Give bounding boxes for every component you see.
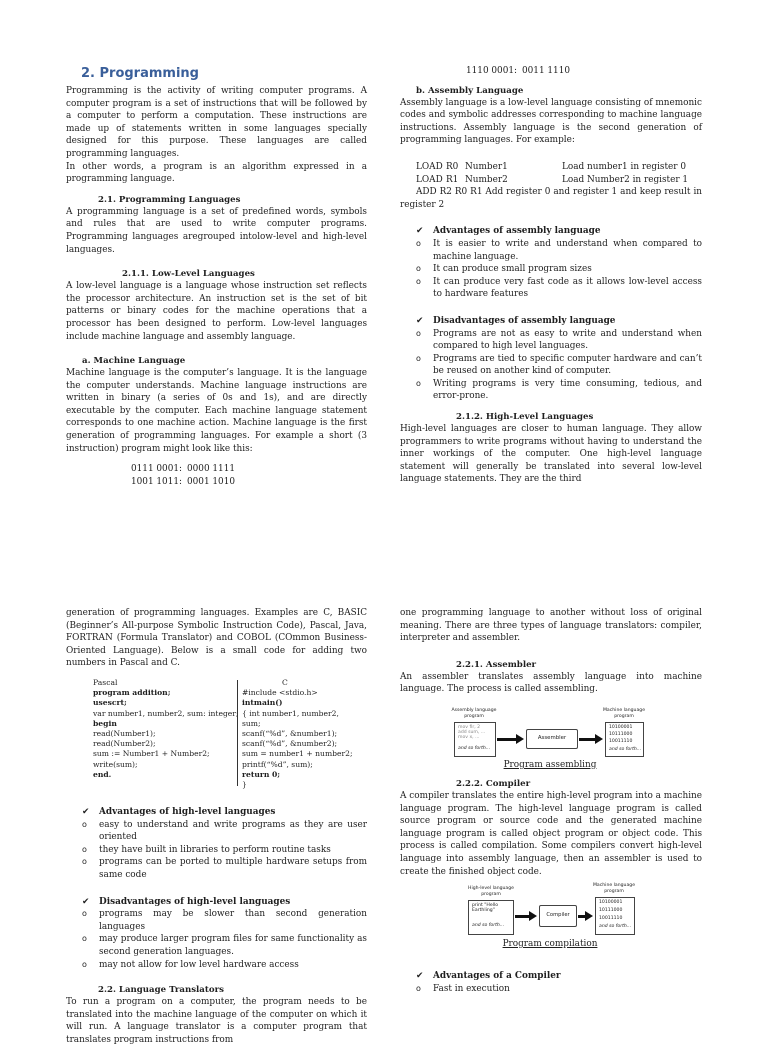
arrowhead-icon [529,911,537,921]
code-line: intmain() [242,698,283,708]
list-item: o Writing programs is very time consuming, tedious, and error-prone. [416,378,702,402]
list-item: o easy to understand and write programs as they are user oriented [82,819,367,843]
bullet-icon: o [416,276,421,286]
bullet-icon: o [416,264,421,274]
list-item: o It is easier to write and understand when compared to machine language. [416,238,702,262]
figure-label: Machine language program [602,707,646,719]
code-line: sum := Number1 + Number2; [93,749,210,759]
heading-2-1-1: 2.1.1. Low-Level Languages [122,269,255,280]
pascal-code-column [93,677,239,780]
figure-label: Machine language program [592,883,636,894]
arrow-icon [515,915,530,918]
check-icon: ✔ [82,806,90,817]
code-line: } [242,780,247,789]
output-box: 10100001 10111000 10011110 and so forth... [605,722,644,757]
figure-caption: Program compilation [502,939,598,950]
source-box: mov fir, 2 add sum, ... mov x, ... and so forth... [454,722,496,757]
paragraph: A compiler translates the entire high-level program into a machine language program. The high-level language program is called source program or source code and the generated machine language program is called object program or object code. This process is called compilation. Some compilers convert high-level language into assembly language, then an assembler is used to create the finished object code. [400,790,702,877]
arrowhead-icon [585,911,593,921]
code-line: var number1, number2, sum: integer; [93,708,239,718]
bullet-icon: o [82,819,87,829]
table-divider [237,680,238,786]
code-line: end. [93,769,112,779]
paragraph: High-level languages are closer to human language. They allow programmers to write programs without having to understand the inner workings of the computer. One high-level language statement will generally be translated into several low-level language statements. They are the third [400,424,702,485]
check-icon: ✔ [416,226,424,237]
paragraph: Programming is the activity of writing computer programs. A computer program is a set of instructions that will be followed by a computer to perform a computation. These instructions are made up of statements written in some languages specially designed for this purpose. These languages are called programming languages. [66,86,367,159]
code-heading: Pascal [93,677,118,687]
list-item: o programs can be ported to multiple hardware setups from same code [82,857,367,880]
checklist-heading: ✔ Advantages of assembly language [416,226,601,237]
code-line: scanf(“%d”, &number1); [242,728,338,738]
checklist-heading: ✔ Disadvantages of high-level languages [82,896,291,907]
paragraph: one programming language to another without loss of original meaning. There are three types of language translators: compiler, interpreter and assembler. [400,608,702,644]
figure-caption: Program assembling [503,759,597,770]
compilation-diagram [400,884,702,956]
list-item: o Fast in execution [416,983,510,994]
paragraph: To run a program on a computer, the program needs to be translated into the machine language of the computer on which it will run. A language translator is a computer program that translates program instructions from [66,997,367,1045]
checklist-heading: ✔ Advantages of high-level languages [82,806,276,817]
list-item: o It can produce very fast code as it allows low-level access to hardware features [416,276,702,300]
figure-label: High-level language program [468,886,514,897]
page1-right-column [400,65,702,486]
code-row: 1001 1011: 0001 1010 [131,476,235,487]
heading-2-1: 2.1. Programming Languages [98,194,241,205]
list-item: o Programs are tied to specific computer hardware and can’t be reused on another kind of computer. [416,353,702,377]
check-icon: ✔ [82,896,90,907]
heading-2-1-2: 2.1.2. High-Level Languages [456,412,594,423]
assembling-diagram [400,702,702,772]
list-item: o they have built in libraries to perform routine tasks [82,844,331,855]
page1-left-column [66,66,367,488]
asm-add-row: ADD R2 R0 R1 Add register 0 and register 1 and keep result in register 2 [400,187,702,210]
paragraph: Machine language is the computer’s language. It is the language the computer understands. Machine language instructions are written in binary (a series of 0s and 1s), and are directly executable by the computer. Each machine language statement corresponds to one machine action. Machine language is the first generation of programming languages. For example a short (3 instruction) program might look like this: [66,368,367,454]
source-box: print "Hello Earthling" and so forth... [468,900,514,935]
code-line: return 0; [242,769,281,779]
code-row: 1110 0001: 0011 1110 [466,66,570,76]
process-box: Assembler [526,729,578,749]
code-line: #include <stdio.h> [242,688,318,698]
paragraph: generation of programming languages. Examples are C, BASIC (Beginner’s All-purpose Symbolic Instruction Code), Pascal, Java, FORTRAN (Formula Translator) and COBOL (COmmon Business-Oriented Language). Below is a small code for adding two numbers in Pascal and C. [66,608,367,669]
code-line: sum = number1 + number2; [242,749,353,759]
heading-assembly-language: b. Assembly Language [416,85,524,96]
list-item: o may produce larger program files for same functionality as second generation languages. [82,934,367,957]
code-line: printf(“%d”, sum); [242,759,313,769]
page2-left-column [66,607,367,1046]
bullet-icon: o [416,238,421,248]
code-line: write(sum); [93,759,138,769]
checklist-heading: ✔ Advantages of a Compiler [416,971,561,982]
list-item: o may not allow for low level hardware access [82,959,299,970]
code-line: { int number1, number2, [242,708,339,718]
figure-label: Assembly language program [451,707,497,719]
c-code-column [242,678,367,790]
arrowhead-icon [595,734,603,744]
code-line: sum; [242,718,261,728]
paragraph: A low-level language is a language whose instruction set reflects the processor architecture. An instruction set is the set of bit patterns or binary codes for the machine operations that a processor has been designed to perform. Low-level languages include machine language and assembly language. [66,281,367,342]
process-box: Compiler [539,905,577,927]
heading-2-2-1: 2.2.1. Assembler [456,659,537,670]
arrowhead-icon [516,734,524,744]
bullet-icon: o [82,844,87,854]
asm-row: LOAD R1 Number2 Load Number2 in register 1 [416,174,689,185]
list-item: o programs may be slower than second generation languages [82,909,367,932]
paragraph: An assembler translates assembly language into machine language. The process is called assembling. [400,671,702,695]
machine-code-block [66,463,367,488]
bullet-icon: o [82,909,87,919]
page-2 [0,600,768,1045]
code-line: begin [93,718,117,728]
code-line: program addition; [93,688,171,698]
heading-2-2-2: 2.2.2. Compiler [456,778,531,789]
check-icon: ✔ [416,315,424,326]
section-title: 2. Programming [81,66,199,81]
arrow-icon [579,738,596,741]
page2-right-column [400,607,702,995]
code-heading: C [282,677,288,687]
code-line: read(Number1); [93,728,156,738]
code-line: scanf(“%d”, &number2); [242,739,338,749]
bullet-icon: o [82,959,87,969]
paragraph: A programming language is a set of predefined words, symbols and rules that are used to write computer programs. Programming languages aregrouped intolow-level and high-level languages. [66,206,367,255]
bullet-icon: o [416,328,421,338]
bullet-icon: o [416,378,421,388]
checklist-heading: ✔ Disadvantages of assembly language [416,315,616,326]
code-row: 0111 0001: 0000 1111 [131,464,235,475]
output-box: 10100001 10111000 10011110 and so forth... [595,897,635,935]
check-icon: ✔ [416,971,424,982]
code-comparison-table [66,678,367,796]
heading-machine-language: a. Machine Language [82,356,186,367]
bullet-icon: o [82,934,87,944]
list-item: o Programs are not as easy to write and understand when compared to high level languages. [416,328,702,352]
code-line: usescrt; [93,698,127,708]
paragraph: Assembly language is a low-level language consisting of mnemonic codes and symbolic addresses corresponding to machine language instructions. Assembly language is the second generation of programming languages. For example: [400,97,702,146]
paragraph: In other words, a program is an algorithm expressed in a programming language. [66,161,367,185]
arrow-icon [497,738,517,741]
asm-row: LOAD R0 Number1 Load number1 in register 0 [416,161,686,172]
bullet-icon: o [416,983,421,993]
assembly-code-block [400,161,702,211]
heading-2-2: 2.2. Language Translators [98,985,224,996]
bullet-icon: o [416,353,421,363]
code-line: read(Number2); [93,739,156,749]
list-item: o It can produce small program sizes [416,264,592,275]
bullet-icon: o [82,857,87,867]
